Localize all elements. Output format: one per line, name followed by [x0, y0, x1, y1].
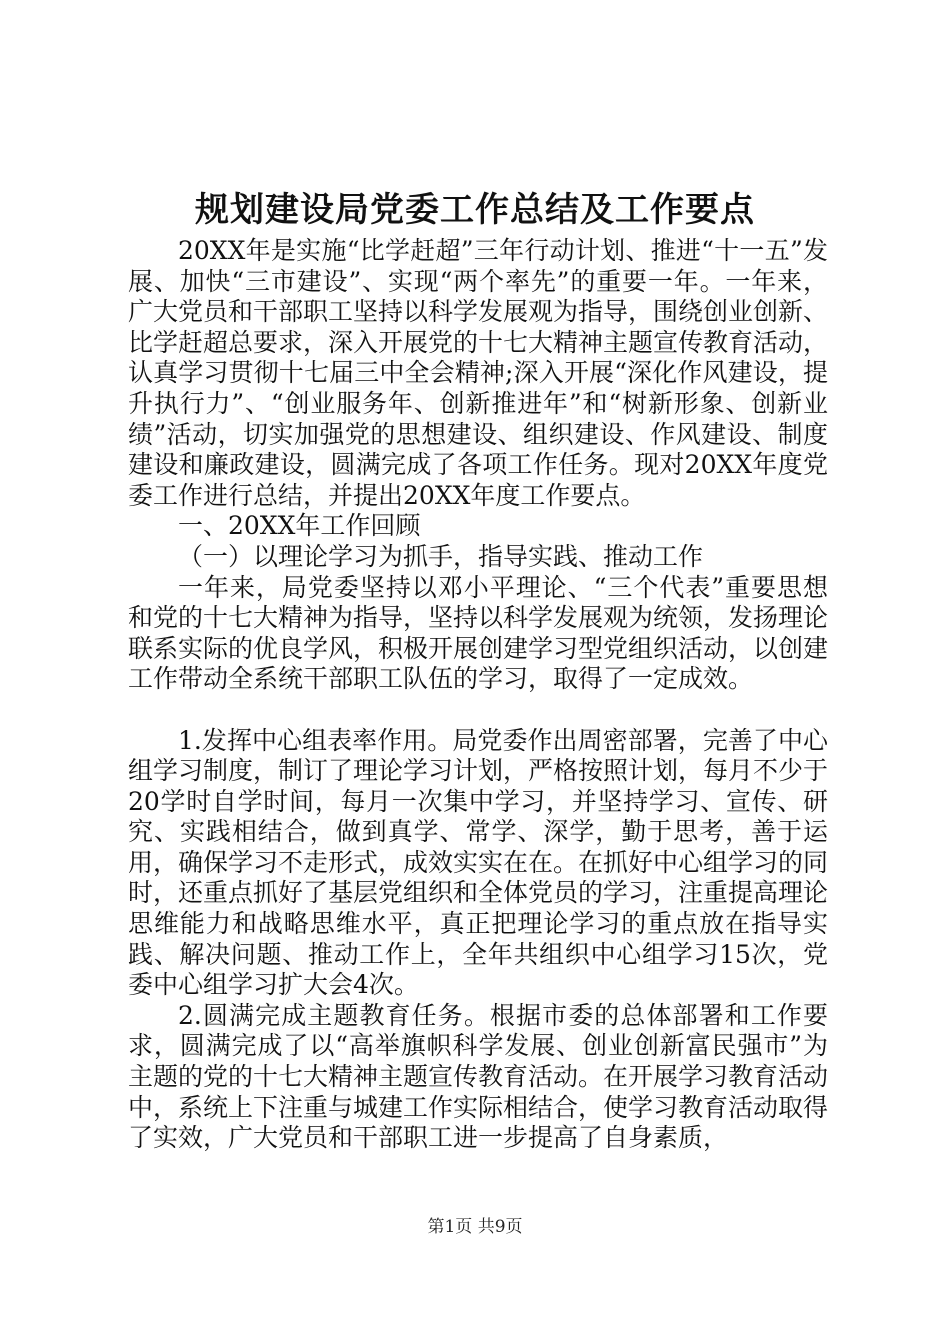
document-body	[128, 236, 828, 1154]
page-footer: 第1页 共9页	[427, 1217, 523, 1237]
document-title: 规划建设局党委工作总结及工作要点	[195, 190, 755, 230]
intro-paragraph: 20XX年是实施“比学赶超”三年行动计划、推进“十一五”发展、加快“三市建设”、实现“两个率先”的重要一年。一年来，广大党员和干部职工坚持以科学发展观为指导，围绕创业创新、比学赶超总要求，深入开展党的十七大精神主题宣传教育活动，认真学习贯彻十七届三中全会精神;深入开展“深化作风建设，提升执行力”、“创业服务年、创新推进年”和“树新形象、创新业绩”活动，切实加强党的思想建设、组织建设、作风建设、制度建设和廉政建设，圆满完成了各项工作任务。现对20XX年度党委工作进行总结，并提出20XX年度工作要点。	[128, 236, 829, 510]
section-heading: 一、20XX年工作回顾	[178, 511, 421, 541]
body-paragraph: 1.发挥中心组表率作用。局党委作出周密部署，完善了中心组学习制度，制订了理论学习计划，严格按照计划，每月不少于20学时自学时间，每月一次集中学习，并坚持学习、宣传、研究、实践相结合，做到真学、常学、深学，勤于思考，善于运用，确保学习不走形式，成效实实在在。在抓好中心组学习的同时，还重点抓好了基层党组织和全体党员的学习，注重提高理论思维能力和战略思维水平，真正把理论学习的重点放在指导实践、解决问题、推动工作上，全年共组织中心组学习15次，党委中心组学习扩大会4次。	[128, 725, 829, 1000]
body-paragraph: 2.圆满完成主题教育任务。根据市委的总体部署和工作要求，圆满完成了以“高举旗帜科学发展、创业创新富民强市”为主题的党的十七大精神主题宣传教育活动。在开展学习教育活动中，系统上下注重与城建工作实际相结合，使学习教育活动取得了实效，广大党员和干部职工进一步提高了自身素质，	[128, 1000, 829, 1153]
body-paragraph: 一年来，局党委坚持以邓小平理论、“三个代表”重要思想和党的十七大精神为指导，坚持以科学发展观为统领，发扬理论联系实际的优良学风，积极开展创建学习型党组织活动，以创建工作带动全系统干部职工队伍的学习，取得了一定成效。	[128, 572, 829, 694]
subsection-heading: （一）以理论学习为抓手，指导实践、推动工作	[178, 541, 704, 571]
